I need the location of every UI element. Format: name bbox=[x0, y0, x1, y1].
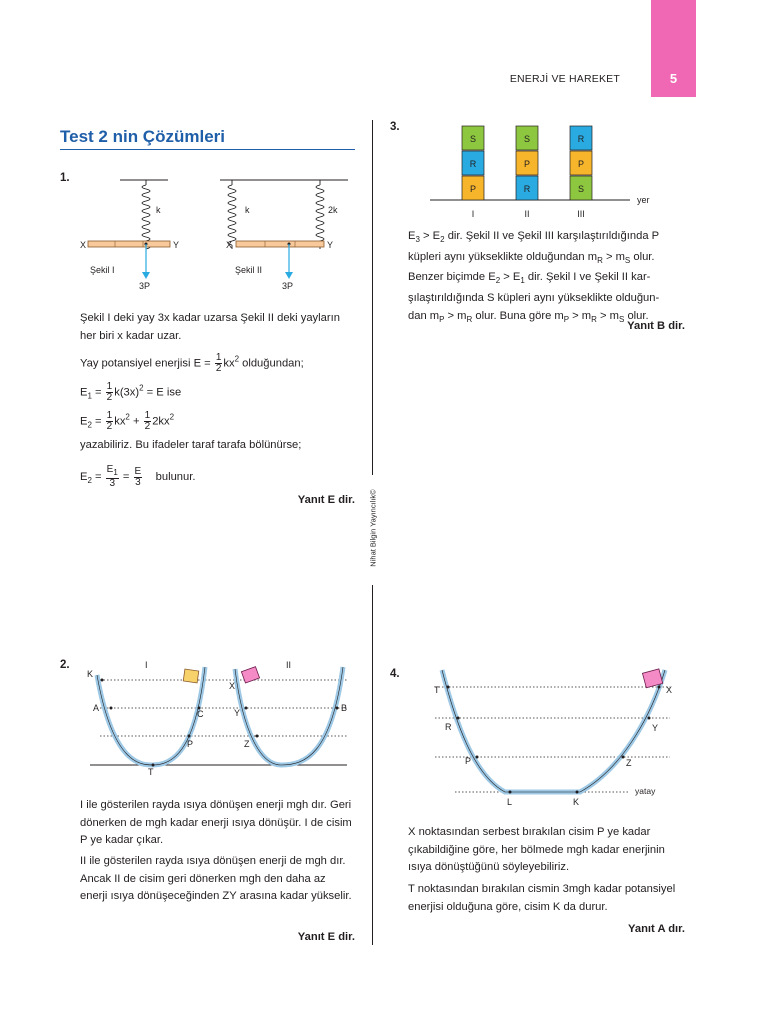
column-divider-bottom bbox=[372, 585, 373, 945]
spring-2 bbox=[228, 180, 236, 249]
bar-1 bbox=[88, 241, 170, 247]
spring-3 bbox=[316, 180, 324, 249]
cube-label-2-2: P bbox=[523, 159, 531, 169]
title-underline bbox=[60, 149, 355, 150]
label-x-1: X bbox=[80, 240, 87, 250]
u-rail bbox=[442, 670, 665, 792]
label-y-2: Y bbox=[327, 240, 334, 250]
question-number-3: 3. bbox=[390, 121, 400, 133]
cube-label-3-1: R bbox=[577, 134, 585, 144]
q3-text: $E_3 > E_2$ dir. Şekil II ve Şekil III karşılaştırıldığında P küpleri aynı yükseklikte olduğundan $m_R > m_S$ olur. Benzer biçimde $E_2 > E_1$ dir. Şekil I ve Şekil II kar- şılaştırıldığında S küpleri aynı yükseklikte olduğun- dan $m_P > m_R$ olur. Buna göre $m_P > m_R > m_S$ olur. bbox=[408, 230, 660, 324]
q1-equation-e1: $E_1$ = $\frac{1}{2}$ $k(3x)^2 = E$ ise bbox=[80, 381, 182, 403]
label-p: P bbox=[465, 756, 472, 766]
cube-label-1-2: R bbox=[469, 159, 477, 169]
q2-paragraph-2: II ile gösterilen rayda ısıya dönüşen enerji de mgh dır. Ancak II de cisim geri dönerken mgh den daha az enerji ısıya dönüşeceğinden ZY arasına kadar yükselir. bbox=[80, 855, 352, 902]
label-yer: yer bbox=[637, 195, 650, 205]
label-track-2: II bbox=[286, 660, 292, 670]
q1-equation-e2: $E_2$ = $\frac{1}{2}$ $kx^2$ + $\frac{1}{2}$ $2kx^2$ bbox=[80, 410, 175, 432]
label-sekil-1: Şekil I bbox=[90, 265, 115, 275]
block-1 bbox=[183, 669, 199, 683]
q1-paragraph-1: Şekil I deki yay 3x kadar uzarsa Şekil II deki yayların her biri x kadar uzar. bbox=[80, 312, 340, 342]
column-divider-top bbox=[372, 120, 373, 475]
page-number: 5 bbox=[669, 71, 678, 86]
label-weight-2: 3P bbox=[282, 281, 294, 291]
label-b: B bbox=[341, 703, 348, 713]
q4-paragraph-2: T noktasından bırakılan cismin 3mgh kadar potansiyel enerjisi olduğuna göre, cisim K da durur. bbox=[408, 883, 676, 913]
page-title: Test 2 nin Çözümleri bbox=[60, 127, 225, 146]
label-z: Z bbox=[244, 739, 250, 749]
label-x: X bbox=[666, 685, 673, 695]
spring-1 bbox=[142, 180, 150, 249]
column-label-3: III bbox=[577, 209, 585, 219]
label-x-2: X bbox=[226, 240, 233, 250]
section-header: ENERJİ VE HAREKET bbox=[509, 73, 620, 85]
label-r: R bbox=[445, 722, 452, 732]
label-track-1: I bbox=[145, 660, 148, 670]
label-x: X bbox=[229, 681, 236, 691]
block-2 bbox=[241, 667, 259, 683]
spring-figure bbox=[70, 172, 360, 297]
label-k-2: k bbox=[245, 205, 250, 215]
q3-answer: Yanıt B dir. bbox=[627, 320, 685, 332]
label-l: L bbox=[507, 797, 513, 807]
label-c: C bbox=[197, 709, 204, 719]
q4-paragraph-1: X noktasından serbest bırakılan cisim P ye kadar çıkabildiğine göre, her bölmede mgh kadar enerjinin ısıya dönüştüğünü söyleyebiliriz. bbox=[408, 826, 665, 873]
rail-2 bbox=[235, 667, 343, 765]
u-track-figure bbox=[425, 660, 685, 810]
publisher-credit: Nihat Bilgin Yayıncılık© bbox=[368, 489, 378, 567]
q2-answer: Yanıt E dir. bbox=[297, 931, 355, 943]
bar-2 bbox=[236, 241, 324, 247]
cube-label-3-3: S bbox=[577, 184, 585, 194]
column-label-2: II bbox=[524, 209, 530, 219]
label-t: T bbox=[148, 767, 154, 777]
label-p: P bbox=[187, 739, 194, 749]
label-k: K bbox=[87, 669, 94, 679]
cube-label-1-3: P bbox=[469, 184, 477, 194]
cubes-figure bbox=[430, 122, 670, 222]
label-weight-1: 3P bbox=[139, 281, 151, 291]
question-number-2: 2. bbox=[60, 659, 70, 671]
label-k: K bbox=[573, 797, 580, 807]
q1-paragraph-3: yazabiliriz. Bu ifadeler taraf tarafa bölünürse; bbox=[80, 439, 302, 451]
cube-label-1-1: S bbox=[469, 134, 477, 144]
label-k-1: k bbox=[156, 205, 161, 215]
q1-equation-result: $E_2$ = $\frac{E_1}{3}$ = $\frac{E}{3}$ bulunur. bbox=[80, 464, 196, 489]
label-y: Y bbox=[652, 723, 659, 733]
column-label-1: I bbox=[471, 209, 475, 219]
q1-equation-potential: Yay potansiyel enerjisi E = $\frac{1}{2}$ $kx^2$ olduğundan; bbox=[80, 352, 304, 374]
label-2k: 2k bbox=[328, 205, 338, 215]
q2-paragraph-1: I ile gösterilen rayda ısıya dönüşen enerji mgh dır. Geri dönerken de mgh kadar enerji ısıya dönüşür. I de cisim P ye kadar çıkar. bbox=[80, 799, 352, 846]
q1-answer: Yanıt E dir. bbox=[297, 494, 355, 506]
cube-label-3-2: P bbox=[577, 159, 585, 169]
cube-label-2-3: R bbox=[523, 184, 531, 194]
label-t: T bbox=[434, 685, 440, 695]
cube-label-2-1: S bbox=[523, 134, 531, 144]
label-y: Y bbox=[234, 708, 241, 718]
track-figure bbox=[85, 655, 360, 780]
question-number-4: 4. bbox=[390, 668, 400, 680]
q4-answer: Yanıt A dır. bbox=[628, 923, 685, 935]
label-a: A bbox=[93, 703, 100, 713]
label-sekil-2: Şekil II bbox=[235, 265, 263, 275]
label-z: Z bbox=[626, 758, 632, 768]
question-number-1: 1. bbox=[60, 172, 70, 184]
label-y-1: Y bbox=[173, 240, 180, 250]
label-yatay: yatay bbox=[635, 786, 656, 796]
